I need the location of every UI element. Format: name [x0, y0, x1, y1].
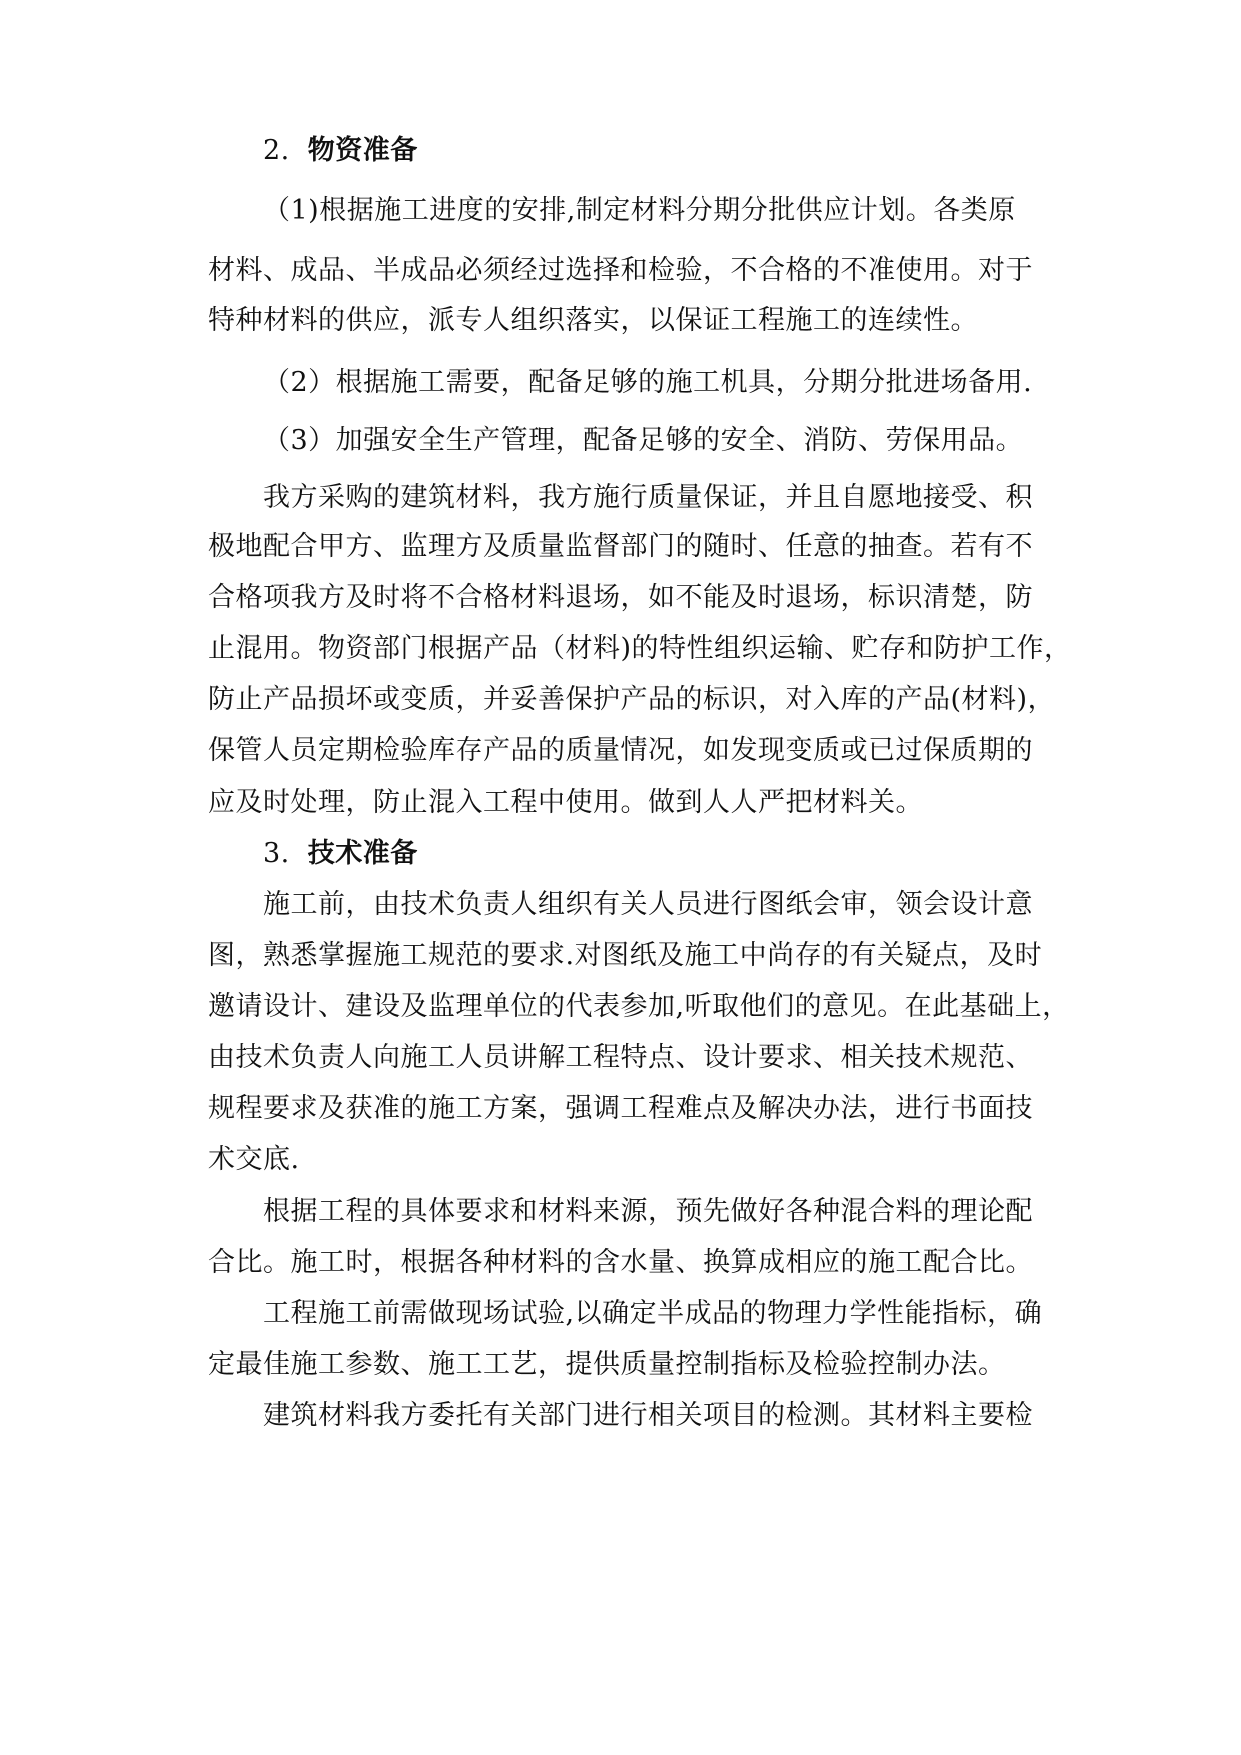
text-line: 定最佳施工参数、施工工艺，提供质量控制指标及检验控制办法。 — [208, 1349, 1006, 1380]
text-line: 工程施工前需做现场试验,以确定半成品的物理力学性能指标，确 — [263, 1298, 1043, 1329]
text-line: 建筑材料我方委托有关部门进行相关项目的检测。其材料主要检 — [263, 1400, 1033, 1431]
section-title: 物资准备 — [307, 135, 418, 166]
text-line: 材料、成品、半成品必须经过选择和检验，不合格的不准使用。对于 — [208, 255, 1033, 286]
text-line: 合格项我方及时将不合格材料退场，如不能及时退场，标识清楚，防 — [208, 582, 1033, 613]
text-line: 防止产品损坏或变质，并妥善保护产品的标识，对入库的产品(材料)， — [208, 684, 1056, 715]
text-line: （2）根据施工需要，配备足够的施工机具，分期分批进场备用. — [263, 367, 1033, 398]
section-heading-3 — [263, 837, 1143, 871]
text-line: 术交底. — [208, 1144, 300, 1175]
text-line: 图，熟悉掌握施工规范的要求.对图纸及施工中尚存的有关疑点，及时 — [208, 940, 1043, 971]
text-line: 施工前，由技术负责人组织有关人员进行图纸会审，领会设计意 — [263, 889, 1033, 920]
text-line: 特种材料的供应，派专人组织落实，以保证工程施工的连续性。 — [208, 305, 978, 336]
text-line: 根据工程的具体要求和材料来源，预先做好各种混合料的理论配 — [263, 1196, 1033, 1227]
text-line: 止混用。物资部门根据产品（材料)的特性组织运输、贮存和防护工作， — [208, 633, 1072, 664]
text-line: 邀请设计、建设及监理单位的代表参加,听取他们的意见。在此基础上， — [208, 991, 1070, 1022]
section-heading-2 — [263, 134, 1143, 168]
text-line: 我方采购的建筑材料，我方施行质量保证，并且自愿地接受、积 — [263, 482, 1033, 513]
text-line: 极地配合甲方、监理方及质量监督部门的随时、任意的抽查。若有不 — [208, 531, 1033, 562]
section-title: 技术准备 — [307, 838, 418, 869]
text-line: 规程要求及获准的施工方案，强调工程难点及解决办法，进行书面技 — [208, 1093, 1033, 1124]
text-line: （1)根据施工进度的安排,制定材料分期分批供应计划。各类原 — [263, 195, 1016, 226]
section-number: 2. — [263, 135, 290, 166]
section-number: 3. — [263, 838, 290, 869]
text-line: 应及时处理，防止混入工程中使用。做到人人严把材料关。 — [208, 787, 923, 818]
text-line: 合比。施工时，根据各种材料的含水量、换算成相应的施工配合比。 — [208, 1247, 1033, 1278]
text-line: 保管人员定期检验库存产品的质量情况，如发现变质或已过保质期的 — [208, 735, 1033, 766]
text-line: （3）加强安全生产管理，配备足够的安全、消防、劳保用品。 — [263, 425, 1024, 456]
text-line: 由技术负责人向施工人员讲解工程特点、设计要求、相关技术规范、 — [208, 1042, 1033, 1073]
